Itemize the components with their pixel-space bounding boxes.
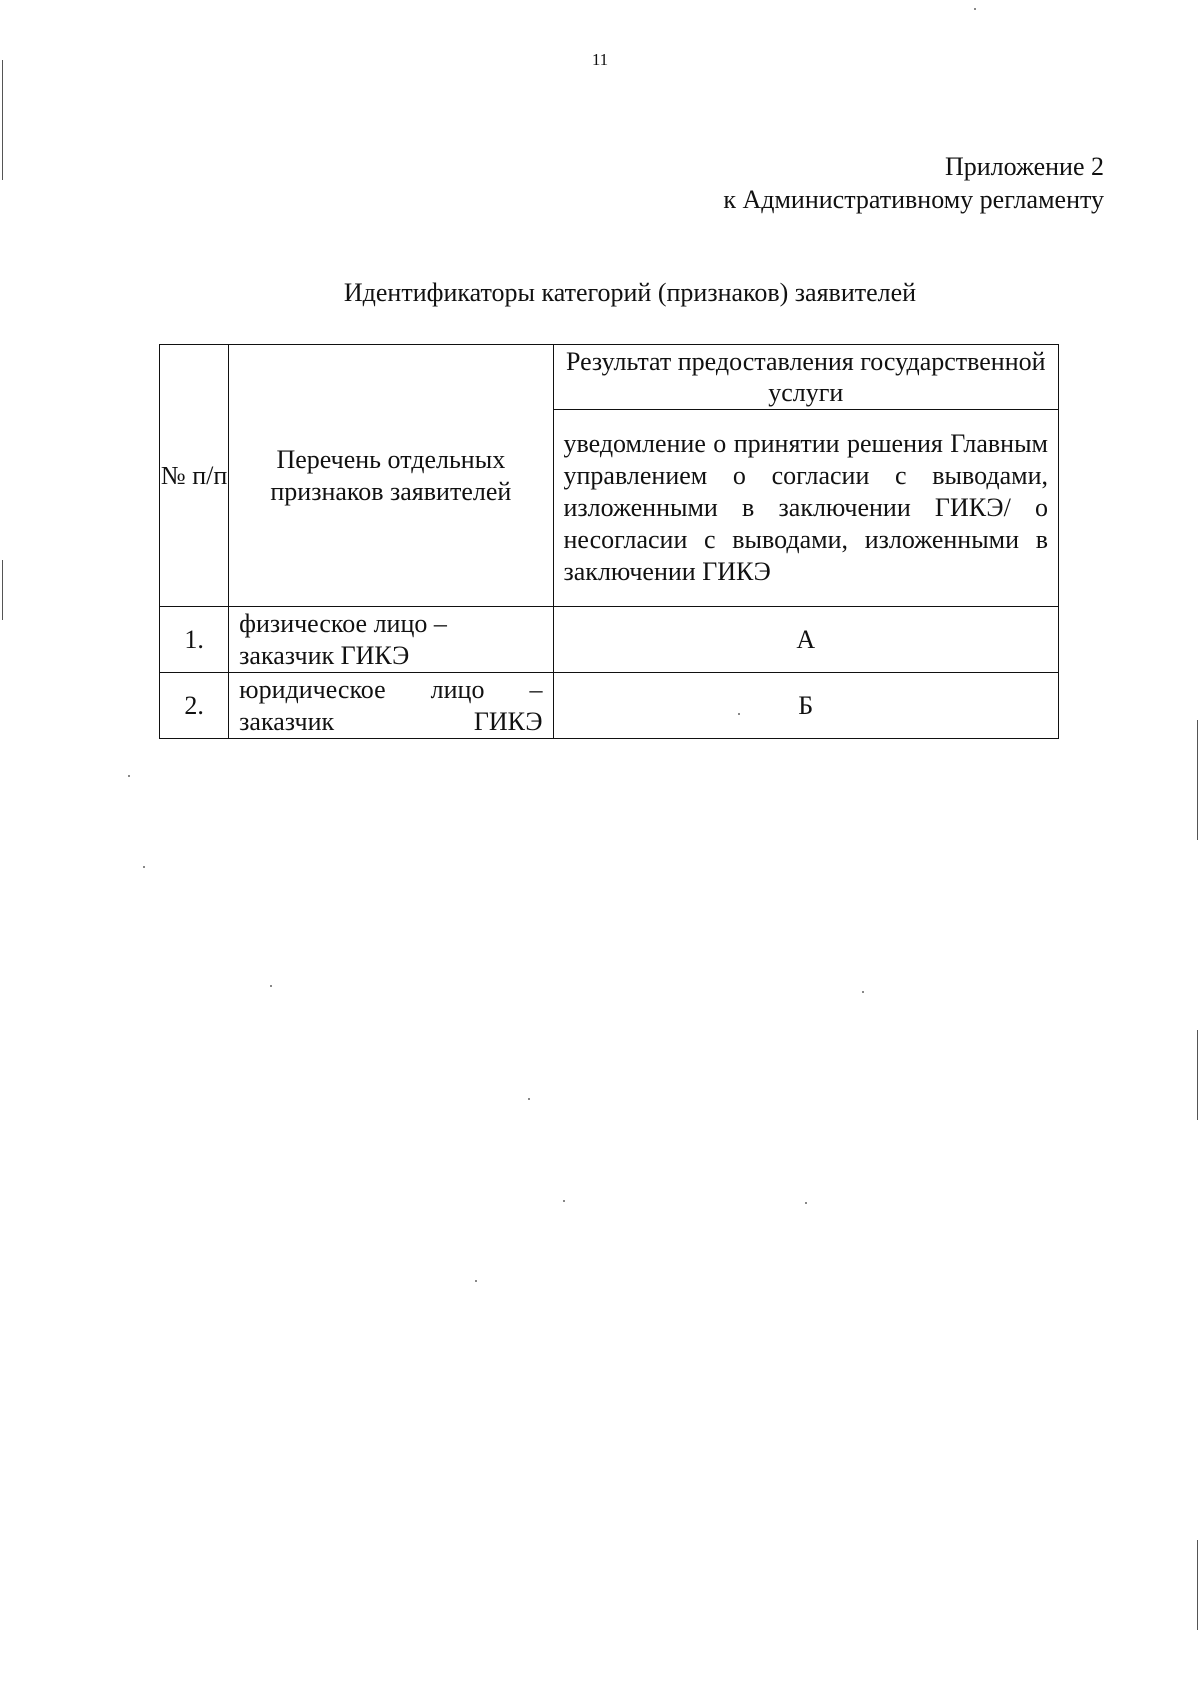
row-1-value: А [553,607,1059,673]
scan-speck [563,1200,565,1202]
scan-speck [805,1202,807,1204]
page-number: 11 [591,50,609,69]
table-header-row [160,345,1059,410]
scan-edge-line [1197,1540,1198,1630]
table-row [160,673,1059,739]
header-result: Результат предоставления государственной услуги [553,345,1059,410]
scan-speck [738,713,740,715]
scan-edge-line [1197,720,1198,840]
row-2-text: юридическое лицо – заказчик ГИКЭ [229,673,553,739]
scan-speck [128,775,130,777]
table-row [160,607,1059,673]
row-1-num: 1. [160,607,229,673]
scan-edge-line [2,560,3,620]
scan-speck [974,8,976,10]
appendix-line-2: к Административному регламенту [723,185,1104,214]
identifiers-table [159,344,1059,739]
scan-speck [143,866,145,868]
scan-speck [270,985,272,987]
scan-edge-line [2,60,3,180]
appendix-line-1: Приложение 2 [944,152,1104,181]
document-title: Идентификаторы категорий (признаков) заявителей [343,278,917,307]
row-1-text: физическое лицо – заказчик ГИКЭ [229,607,553,673]
scan-edge-line [1197,1030,1198,1120]
header-list: Перечень отдельных признаков заявителей [229,345,553,607]
scan-speck [862,991,864,993]
header-num: № п/п [160,345,229,607]
row-2-value: Б [553,673,1059,739]
header-result-description: уведомление о принятии решения Главным управлением о согласии с выводами, изложенными в заключении ГИКЭ/ о несогласии с выводами, изложенными в заключении ГИКЭ [553,410,1059,607]
row-2-num: 2. [160,673,229,739]
scan-speck [528,1098,530,1100]
appendix-heading [723,150,1104,216]
scan-speck [475,1280,477,1282]
